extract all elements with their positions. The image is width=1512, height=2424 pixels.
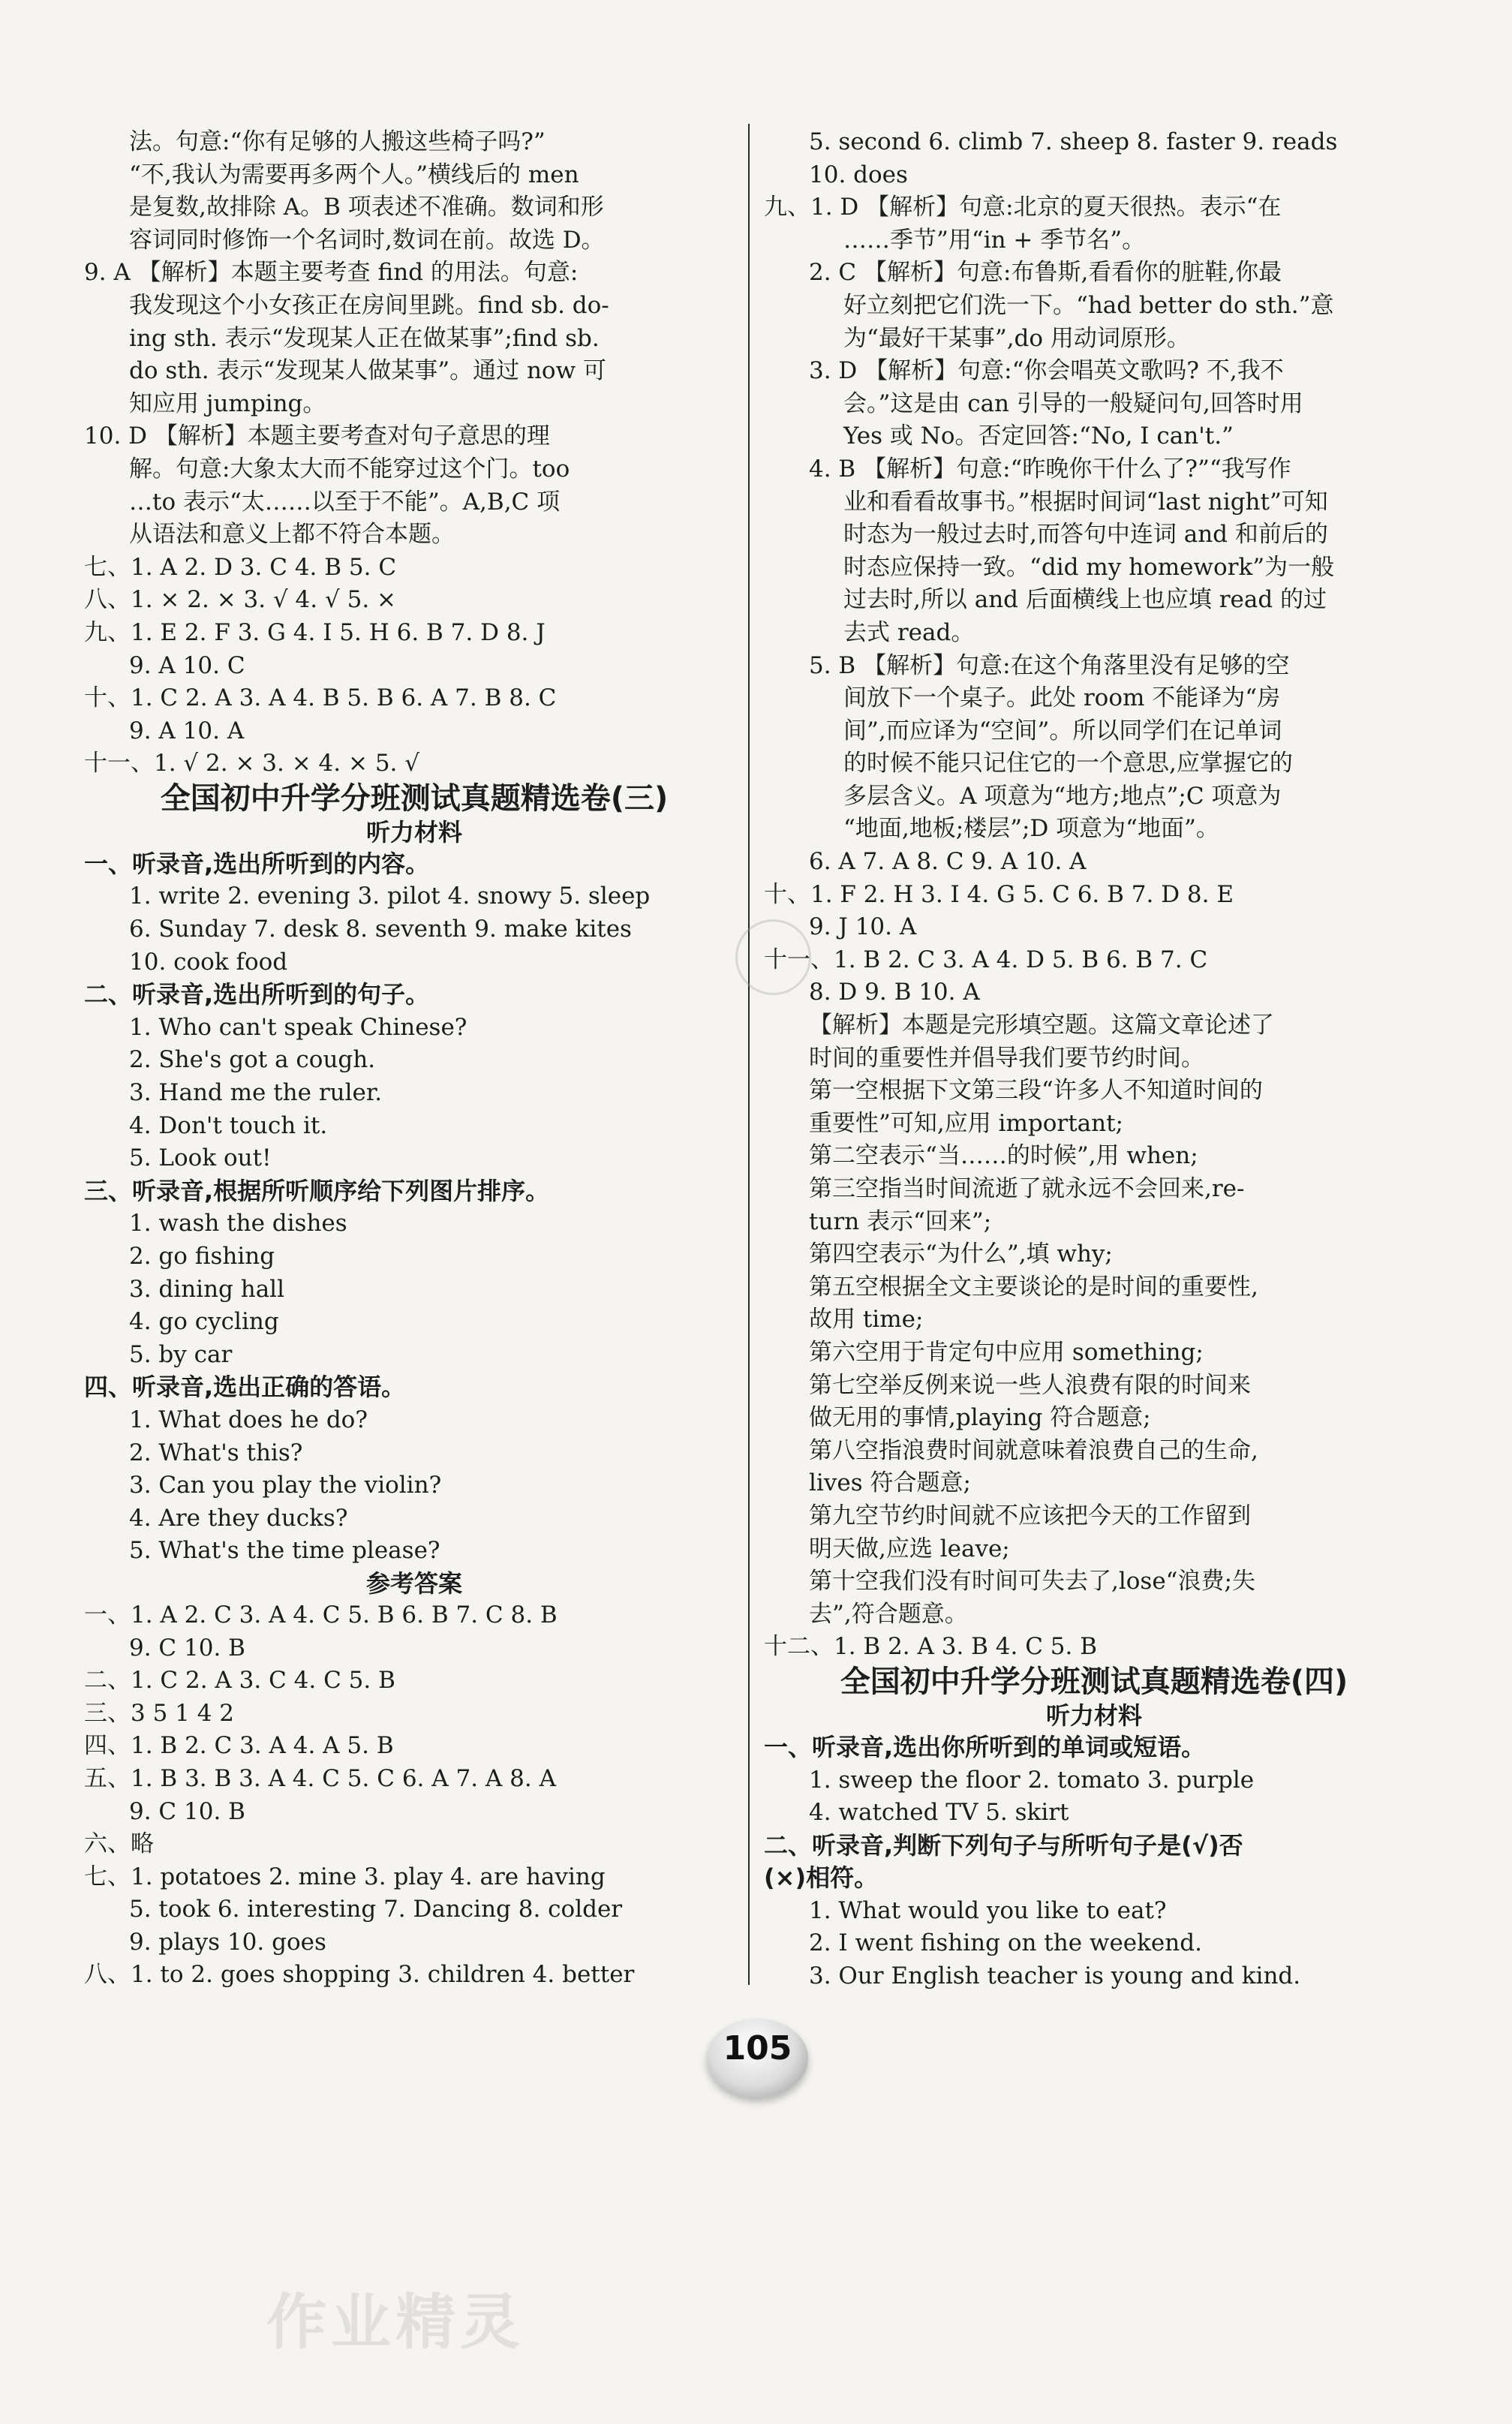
text-line: 全国初中升学分班测试真题精选卷(三): [160, 780, 669, 816]
text-line: 3. Can you play the violin?: [129, 1472, 442, 1499]
text-line: 5. by car: [129, 1340, 233, 1368]
left-column: [84, 126, 744, 1992]
text-line: 过去时,所以 and 后面横线上也应填 read 的过: [843, 586, 1327, 614]
text-line: do sth. 表示“发现某人做某事”。通过 now 可: [129, 357, 606, 385]
text-line: 1. Who can't speak Chinese?: [129, 1013, 467, 1041]
text-line: 时间的重要性并倡导我们要节约时间。: [809, 1044, 1204, 1072]
text-line: 二、1. C 2. A 3. C 4. C 5. B: [84, 1667, 395, 1695]
text-line: 四、听录音,选出正确的答语。: [84, 1373, 406, 1402]
text-line: 我发现这个小女孩正在房间里跳。find sb. do-: [129, 291, 609, 319]
text-line: 十、1. C 2. A 3. A 4. B 5. B 6. A 7. B 8. C: [84, 684, 557, 712]
text-line: 参考答案: [365, 1568, 462, 1598]
stamp-icon: [735, 919, 811, 995]
text-line: 8. D 9. B 10. A: [809, 979, 980, 1006]
text-line: 5. took 6. interesting 7. Dancing 8. colder: [129, 1896, 623, 1923]
text-line: 第五空根据全文主要谈论的是时间的重要性,: [809, 1273, 1258, 1301]
text-line: 重要性”可知,应用 important;: [809, 1109, 1123, 1137]
text-line: 听力材料: [1045, 1701, 1142, 1730]
text-line: 好立刻把它们洗一下。“had better do sth.”意: [843, 291, 1334, 319]
text-line: 十二、1. B 2. A 3. B 4. C 5. B: [764, 1633, 1098, 1661]
text-line: 九、1. E 2. F 3. G 4. I 5. H 6. B 7. D 8. J: [84, 618, 546, 646]
text-line: 时态为一般过去时,而答句中连词 and 和前后的: [843, 521, 1328, 549]
text-line: 的时候不能只记住它的一个意思,应掌握它的: [843, 750, 1293, 777]
text-line: 去式 read。: [843, 618, 975, 646]
text-line: 从语法和意义上都不符合本题。: [129, 521, 455, 549]
text-line: 四、1. B 2. C 3. A 4. A 5. B: [84, 1732, 394, 1760]
text-line: 一、1. A 2. C 3. A 4. C 5. B 6. B 7. C 8. B: [84, 1601, 558, 1629]
text-line: 十一、1. √ 2. × 3. × 4. × 5. √: [84, 750, 420, 777]
text-line: 明天做,应选 leave;: [809, 1535, 1010, 1562]
text-line: 9. plays 10. goes: [129, 1928, 326, 1956]
text-line: 二、听录音,判断下列句子与所听句子是(√)否: [764, 1830, 1243, 1860]
text-line: 第二空表示“当……的时候”,用 when;: [809, 1142, 1198, 1170]
text-line: 七、1. A 2. D 3. C 4. B 5. C: [84, 553, 397, 581]
text-line: 第四空表示“为什么”,填 why;: [809, 1241, 1113, 1268]
text-line: …to 表示“太……以至于不能”。A,B,C 项: [129, 488, 561, 516]
text-line: ……季节”用“in + 季节名”。: [843, 226, 1146, 254]
text-line: 业和看看故事书。”根据时间词“last night”可知: [843, 488, 1328, 516]
text-line: “地面,地板;楼层”;D 项意为“地面”。: [843, 815, 1219, 843]
text-line: 六、略: [84, 1830, 154, 1858]
text-line: 【解析】本题是完形填空题。这篇文章论述了: [809, 1012, 1274, 1039]
text-line: 9. C 10. B: [129, 1797, 245, 1825]
page-number: 105: [723, 2029, 792, 2068]
text-line: 三、听录音,根据所听顺序给下列图片排序。: [84, 1176, 550, 1205]
text-line: 第三空指当时间流逝了就永远不会回来,re-: [809, 1175, 1245, 1202]
text-line: 解。句意:大象太大而不能穿过这个门。too: [129, 455, 570, 483]
text-line: 十一、1. B 2. C 3. A 4. D 5. B 6. B 7. C: [764, 946, 1208, 973]
text-line: 2. What's this?: [129, 1439, 303, 1466]
text-line: 第十空我们没有时间可失去了,lose“浪费;失: [809, 1568, 1255, 1595]
text-line: 4. watched TV 5. skirt: [809, 1799, 1069, 1827]
text-line: “不,我认为需要再多两个人。”横线后的 men: [129, 161, 579, 188]
text-line: 2. go fishing: [129, 1243, 275, 1270]
text-line: lives 符合题意;: [809, 1469, 971, 1497]
text-line: 故用 time;: [809, 1306, 924, 1334]
text-line: 多层含义。A 项意为“地方;地点”;C 项意为: [843, 782, 1282, 810]
text-line: (×)相符。: [764, 1863, 879, 1893]
text-line: 是复数,故排除 A。B 项表述不准确。数词和形: [129, 194, 604, 221]
text-line: Yes 或 No。否定回答:“No, I can't.”: [843, 423, 1234, 450]
text-line: 为“最好干某事”,do 用动词原形。: [843, 324, 1190, 352]
text-line: 3. Our English teacher is young and kind.: [809, 1962, 1301, 1990]
text-line: 10. cook food: [129, 948, 288, 976]
text-line: 五、1. B 3. B 3. A 4. C 5. C 6. A 7. A 8. A: [84, 1764, 556, 1792]
text-line: 3. D 【解析】句意:“你会唱英文歌吗? 不,我不: [809, 357, 1284, 385]
text-line: 间放下一个桌子。此处 room 不能译为“房: [843, 684, 1281, 712]
text-line: 1. wash the dishes: [129, 1210, 347, 1238]
text-line: 9. C 10. B: [129, 1634, 245, 1662]
column-divider: [748, 124, 750, 1985]
text-line: 第八空指浪费时间就意味着浪费自己的生命,: [809, 1436, 1258, 1464]
text-line: 一、听录音,选出你所听到的单词或短语。: [764, 1732, 1206, 1761]
text-line: 八、1. × 2. × 3. √ 4. √ 5. ×: [84, 586, 397, 614]
text-line: 九、1. D 【解析】句意:北京的夏天很热。表示“在: [764, 194, 1282, 221]
text-line: 6. A 7. A 8. C 9. A 10. A: [809, 848, 1087, 876]
text-line: 4. Don't touch it.: [129, 1111, 328, 1139]
text-line: 3. Hand me the ruler.: [129, 1079, 383, 1107]
text-line: 三、3 5 1 4 2: [84, 1699, 235, 1727]
text-line: 做无用的事情,playing 符合题意;: [809, 1404, 1151, 1432]
text-line: 全国初中升学分班测试真题精选卷(四): [840, 1664, 1348, 1699]
text-line: 容词同时修饰一个名词时,数词在前。故选 D。: [129, 226, 605, 254]
text-line: 2. She's got a cough.: [129, 1046, 376, 1074]
text-line: 第七空举反例来说一些人浪费有限的时间来: [809, 1371, 1251, 1399]
text-line: 会。”这是由 can 引导的一般疑问句,回答时用: [843, 389, 1303, 417]
text-line: 1. sweep the floor 2. tomato 3. purple: [809, 1766, 1255, 1794]
text-line: 二、听录音,选出所听到的句子。: [84, 980, 430, 1009]
text-line: 一、听录音,选出所听到的内容。: [84, 849, 430, 878]
text-line: 4. go cycling: [129, 1308, 279, 1336]
text-line: 法。句意:“你有足够的人搬这些椅子吗?”: [129, 128, 546, 155]
text-line: 1. What does he do?: [129, 1406, 368, 1433]
text-line: 5. Look out!: [129, 1144, 272, 1172]
text-line: 间”,而应译为“空间”。所以同学们在记单词: [843, 717, 1282, 744]
text-line: 时态应保持一致。“did my homework”为一般: [843, 553, 1335, 581]
text-line: 第九空节约时间就不应该把今天的工作留到: [809, 1502, 1251, 1529]
text-line: 9. J 10. A: [809, 913, 917, 941]
text-line: 9. A 10. A: [129, 717, 245, 744]
text-line: 八、1. to 2. goes shopping 3. children 4. better: [84, 1961, 635, 1989]
right-column: [764, 126, 1424, 1993]
text-line: 1. What would you like to eat?: [809, 1896, 1167, 1924]
text-line: 4. B 【解析】句意:“昨晚你干什么了?”“我写作: [809, 455, 1291, 483]
text-line: 第一空根据下文第三段“许多人不知道时间的: [809, 1077, 1263, 1105]
watermark: 作业精灵: [266, 2287, 525, 2357]
text-line: 十、1. F 2. H 3. I 4. G 5. C 6. B 7. D 8. E: [764, 880, 1234, 908]
page-number-badge: [707, 2019, 808, 2098]
text-line: 10. D 【解析】本题主要考查对句子意思的理: [84, 423, 550, 450]
text-line: 2. I went fishing on the weekend.: [809, 1929, 1202, 1957]
text-line: 9. A 10. C: [129, 651, 245, 679]
text-line: 去”,符合题意。: [809, 1600, 968, 1628]
text-line: 第六空用于肯定句中应用 something;: [809, 1338, 1204, 1366]
text-line: 知应用 jumping。: [129, 389, 326, 417]
text-line: 5. What's the time please?: [129, 1537, 440, 1565]
text-line: 6. Sunday 7. desk 8. seventh 9. make kites: [129, 916, 632, 943]
text-line: 9. A 【解析】本题主要考查 find 的用法。句意:: [84, 259, 579, 287]
text-line: 4. Are they ducks?: [129, 1504, 348, 1532]
text-line: 3. dining hall: [129, 1275, 285, 1303]
text-line: 1. write 2. evening 3. pilot 4. snowy 5. sleep: [129, 883, 651, 910]
text-line: turn 表示“回来”;: [809, 1207, 992, 1235]
text-line: 2. C 【解析】句意:布鲁斯,看看你的脏鞋,你最: [809, 259, 1282, 287]
text-line: 七、1. potatoes 2. mine 3. play 4. are having: [84, 1863, 606, 1890]
text-line: ing sth. 表示“发现某人正在做某事”;find sb.: [129, 324, 600, 352]
text-line: 听力材料: [365, 817, 462, 847]
text-line: 10. does: [809, 161, 908, 188]
text-line: 5. B 【解析】句意:在这个角落里没有足够的空: [809, 651, 1290, 679]
text-line: 5. second 6. climb 7. sheep 8. faster 9. reads: [809, 128, 1338, 155]
